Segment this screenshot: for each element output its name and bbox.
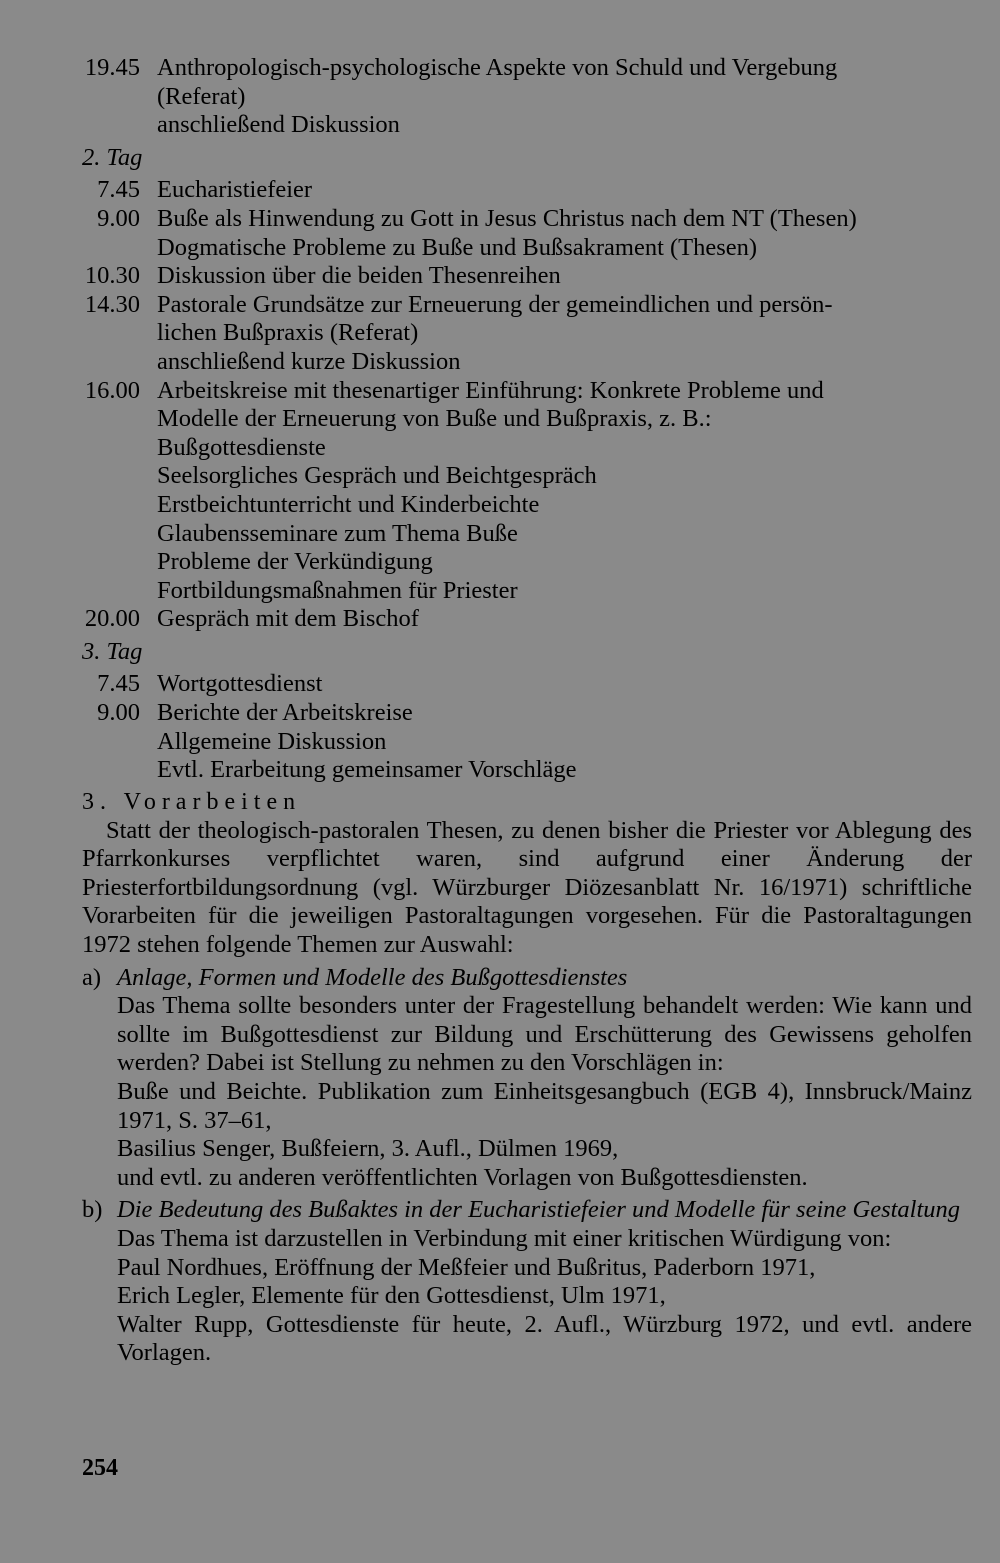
schedule-line: Anthropologisch-psychologische Aspekte von Schuld und Vergebung — [157, 54, 838, 81]
schedule-line: Probleme der Verkündigung — [157, 548, 433, 576]
section-vorarbeiten — [82, 788, 972, 1368]
day2-heading: 2. Tag — [82, 143, 143, 171]
schedule-line: Wortgottesdienst — [157, 670, 323, 698]
schedule-line: anschließend Diskussion — [157, 111, 400, 139]
item-a-ref-1: Buße und Beichte. Publikation zum Einheitsgesangbuch (EGB 4), Innsbruck/Mainz 1971, S. 37–61, — [117, 1077, 972, 1134]
schedule-line: Evtl. Erarbeitung gemeinsamer Vorschläge — [157, 756, 577, 784]
schedule-line: Pastorale Grundsätze zur Erneuerung der gemeindlichen und persön- — [157, 290, 833, 318]
schedule-time: 19.45 — [84, 54, 140, 81]
schedule-line: lichen Bußpraxis (Referat) — [157, 319, 419, 347]
schedule-line: Buße als Hinwendung zu Gott in Jesus Christus nach dem NT (Thesen) — [157, 204, 857, 232]
schedule-time: 20.00 — [84, 605, 140, 633]
item-b — [82, 1196, 972, 1368]
schedule-line: (Referat) — [157, 82, 246, 110]
day3-heading: 3. Tag — [82, 637, 143, 665]
page-number: 254 — [82, 1455, 118, 1481]
schedule-entry — [78, 699, 970, 785]
schedule-line: Berichte der Arbeitskreise — [157, 699, 413, 727]
schedule-line: Fortbildungsmaßnahmen für Priester — [157, 576, 518, 604]
item-b-text: Das Thema ist darzustellen in Verbindung mit einer kritischen Würdigung von: — [117, 1224, 892, 1252]
schedule-line: anschließend kurze Diskussion — [157, 347, 461, 375]
schedule-line: Erstbeichtunterricht und Kinderbeichte — [157, 490, 540, 518]
schedule-line: Eucharistiefeier — [157, 176, 313, 204]
schedule-entry — [78, 54, 970, 140]
schedule-line: Allgemeine Diskussion — [157, 727, 387, 755]
day1-block — [78, 54, 970, 140]
item-b-ref-3: Walter Rupp, Gottesdienste für heute, 2. Aufl., Würzburg 1972, und evtl. andere Vorlagen. — [117, 1310, 972, 1367]
item-b-ref-2: Erich Legler, Elemente für den Gottesdienst, Ulm 1971, — [117, 1282, 666, 1310]
section-heading — [82, 788, 972, 817]
schedule-time: 9.00 — [97, 699, 140, 727]
schedule-time: 7.45 — [97, 176, 140, 204]
schedule-time: 7.45 — [97, 670, 140, 698]
day2-block — [78, 176, 970, 634]
schedule-entry — [78, 377, 970, 606]
section-title: Vorarbeiten — [123, 789, 302, 815]
schedule-line: Arbeitskreise mit thesenartiger Einführung: Konkrete Probleme und — [157, 376, 824, 404]
schedule-time: 10.30 — [84, 262, 140, 290]
schedule-entry — [78, 176, 970, 205]
schedule-entry — [78, 605, 970, 634]
day3-block — [78, 670, 970, 784]
item-b-label: b) — [82, 1196, 103, 1224]
schedule-line: Bußgottesdienste — [157, 433, 326, 461]
item-a-ref-3: und evtl. zu anderen veröffentlichten Vorlagen von Bußgottesdiensten. — [117, 1163, 808, 1191]
item-b-title: Die Bedeutung des Bußaktes in der Eucharistiefeier und Modelle für seine Gestaltung — [117, 1196, 961, 1224]
item-a-text: Das Thema sollte besonders unter der Fragestellung behandelt werden: Wie kann und sollte im Bußgottesdienst zur Bildung und Erschütterung des Gewissens geholfen werden? Dabei ist Stellung zu nehmen zu den Vorschlägen in: — [117, 992, 972, 1077]
schedule — [78, 54, 970, 785]
section-intro: Statt der theologisch-pastoralen Thesen, zu denen bisher die Priester vor Ablegung des Pfarrkonkurses verpflichtet waren, sind aufgrund einer Änderung der Priesterfortbildungsordnung (vgl. Würzburger Diözesanblatt Nr. 16/1971) schriftliche Vorarbeiten für die jeweiligen Pastoraltagungen vorgesehen. Für die Pastoraltagungen 1972 stehen folgende Themen zur Auswahl: — [82, 816, 972, 958]
item-b-ref-1: Paul Nordhues, Eröffnung der Meßfeier und Bußritus, Paderborn 1971, — [117, 1253, 816, 1281]
schedule-line: Diskussion über die beiden Thesenreihen — [157, 262, 561, 290]
schedule-time: 9.00 — [97, 204, 140, 232]
schedule-entry — [78, 205, 970, 262]
schedule-time: 14.30 — [84, 290, 140, 318]
schedule-entry — [78, 291, 970, 377]
item-a-ref-2: Basilius Senger, Bußfeiern, 3. Aufl., Dülmen 1969, — [117, 1135, 619, 1163]
schedule-line: Glaubensseminare zum Thema Buße — [157, 519, 518, 547]
schedule-time: 16.00 — [84, 376, 140, 404]
schedule-line: Modelle der Erneuerung von Buße und Bußpraxis, z. B.: — [157, 405, 712, 433]
schedule-line: Seelsorgliches Gespräch und Beichtgespräch — [157, 462, 597, 490]
schedule-line: Gespräch mit dem Bischof — [157, 605, 419, 633]
item-a-title: Anlage, Formen und Modelle des Bußgottesdienstes — [117, 963, 628, 991]
schedule-line: Dogmatische Probleme zu Buße und Bußsakrament (Thesen) — [157, 233, 758, 261]
item-a-label: a) — [82, 963, 102, 991]
item-a — [82, 964, 972, 1193]
schedule-entry — [78, 262, 970, 291]
schedule-entry — [78, 670, 970, 699]
section-number: 3. — [82, 789, 112, 815]
